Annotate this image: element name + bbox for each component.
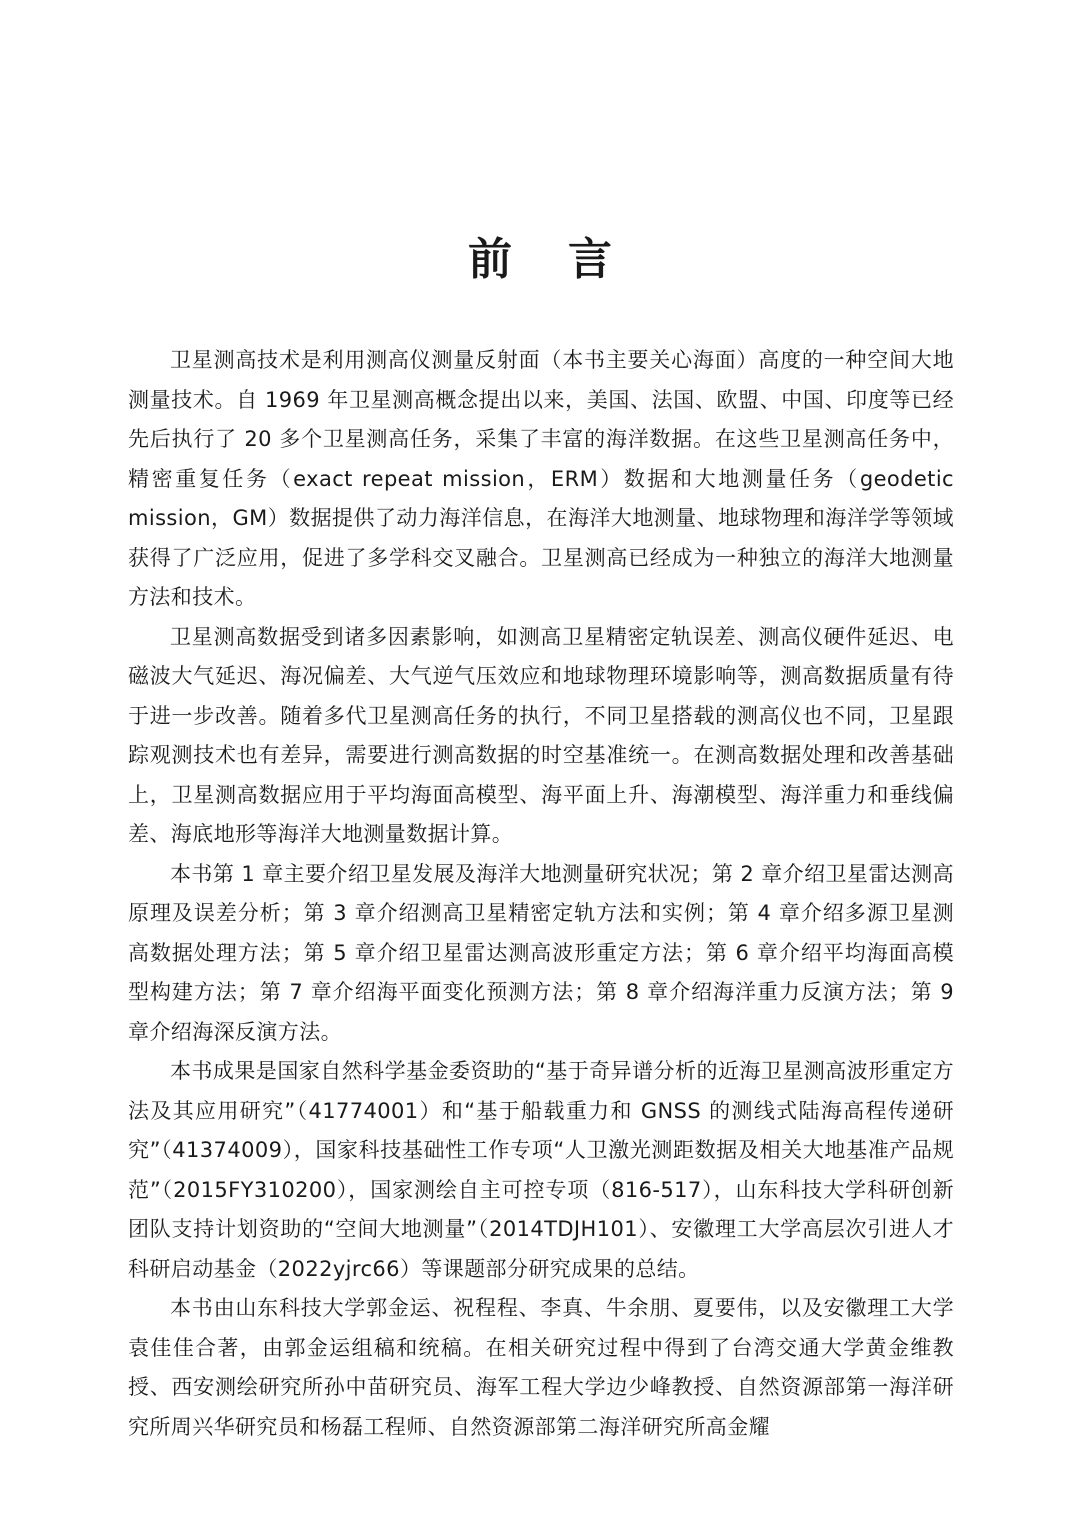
page-title: 前言 <box>468 234 668 285</box>
paragraph-4: 本书成果是国家自然科学基金委资助的“基于奇异谱分析的近海卫星测高波形重定方法及其应用研究”（41774001）和“基于船载重力和 GNSS 的测线式陆海高程传递研究”（41374009），国家科技基础性工作专项“人卫激光测距数据及相关大地基准产品规范”（2015FY310200），国家测绘自主可控专项（816-517），山东科技大学科研创新团队支持计划资助的“空间大地测量”（2014TDJH101）、安徽理工大学高层次引进人才科研启动基金（2022yjrc66）等课题部分研究成果的总结。 <box>128 1059 954 1281</box>
document-body <box>128 341 954 1447</box>
paragraph-3: 本书第 1 章主要介绍卫星发展及海洋大地测量研究状况；第 2 章介绍卫星雷达测高原理及误差分析；第 3 章介绍测高卫星精密定轨方法和实例；第 4 章介绍多源卫星测高数据处理方法；第 5 章介绍卫星雷达测高波形重定方法；第 6 章介绍平均海面高模型构建方法；第 7 章介绍海平面变化预测方法；第 8 章介绍海洋重力反演方法；第 9 章介绍海深反演方法。 <box>128 861 954 1044</box>
paragraph-5: 本书由山东科技大学郭金运、祝程程、李真、牛余朋、夏要伟，以及安徽理工大学袁佳佳合著，由郭金运组稿和统稿。在相关研究过程中得到了台湾交通大学黄金维教授、西安测绘研究所孙中苗研究员、海军工程大学边少峰教授、自然资源部第一海洋研究所周兴华研究员和杨磊工程师、自然资源部第二海洋研究所高金耀 <box>128 1296 954 1439</box>
paragraph-2: 卫星测高数据受到诸多因素影响，如测高卫星精密定轨误差、测高仪硬件延迟、电磁波大气延迟、海况偏差、大气逆气压效应和地球物理环境影响等，测高数据质量有待于进一步改善。随着多代卫星测高任务的执行，不同卫星搭载的测高仪也不同，卫星跟踪观测技术也有差异，需要进行测高数据的时空基准统一。在测高数据处理和改善基础上，卫星测高数据应用于平均海面高模型、海平面上升、海潮模型、海洋重力和垂线偏差、海底地形等海洋大地测量数据计算。 <box>128 624 954 846</box>
paragraph-1: 卫星测高技术是利用测高仪测量反射面（本书主要关心海面）高度的一种空间大地测量技术。自 1969 年卫星测高概念提出以来，美国、法国、欧盟、中国、印度等已经先后执行了 20 多个卫星测高任务，采集了丰富的海洋数据。在这些卫星测高任务中，精密重复任务（exact repeat mission，ERM）数据和大地测量任务（geodetic mission，GM）数据提供了动力海洋信息，在海洋大地测量、地球物理和海洋学等领域获得了广泛应用，促进了多学科交叉融合。卫星测高已经成为一种独立的海洋大地测量方法和技术。 <box>128 348 954 609</box>
